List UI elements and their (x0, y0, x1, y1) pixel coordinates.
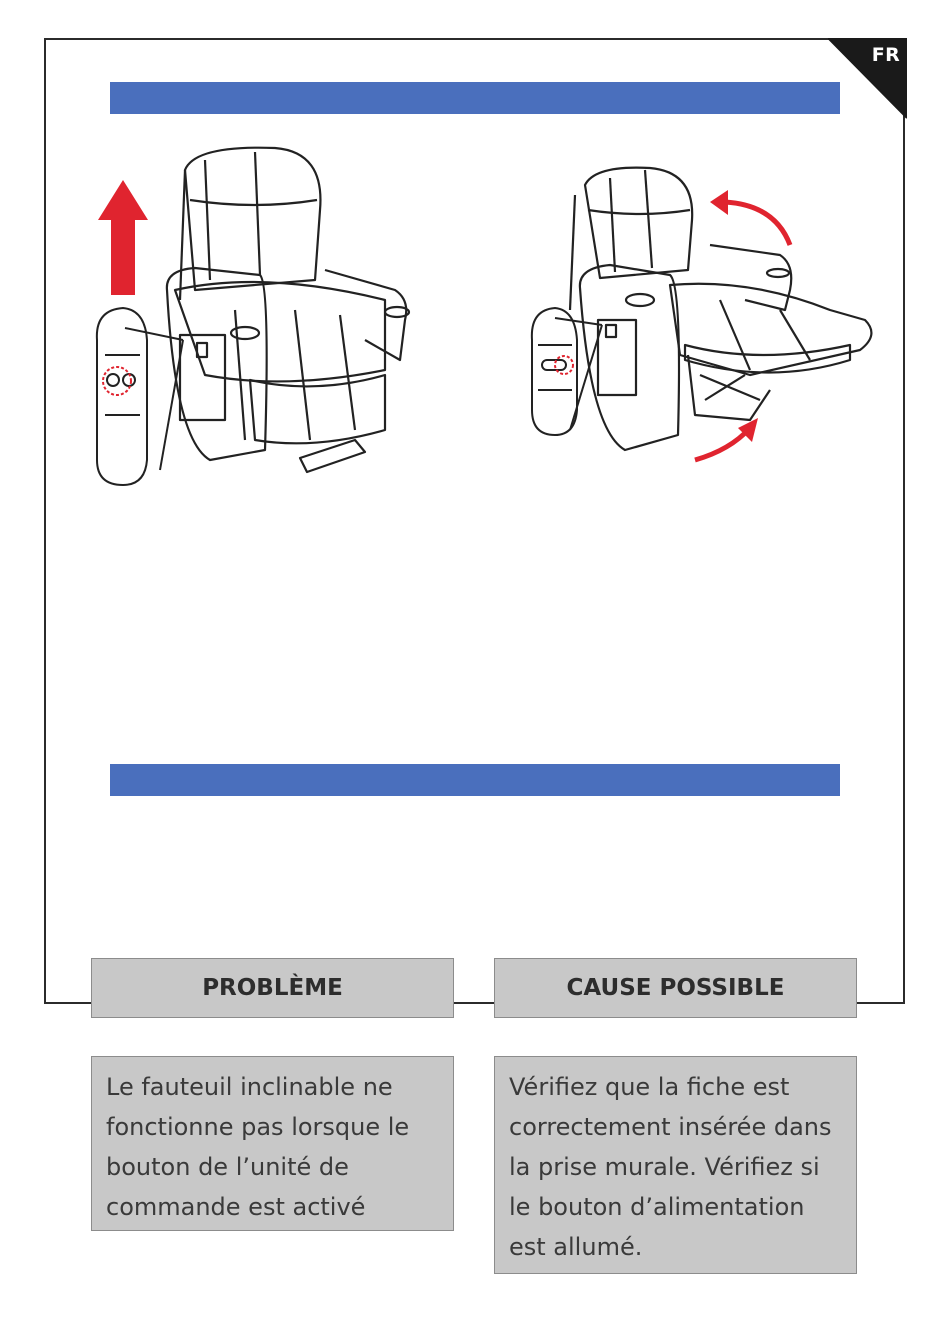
problem-text: Le fauteuil inclinable ne fonctionne pas lorsque le bouton de l’unité de commande est activé (106, 1073, 410, 1221)
cause-header (494, 958, 857, 1018)
problem-header (91, 958, 454, 1018)
cause-text: Vérifiez que la fiche est correctement insérée dans la prise murale. Vérifiez si le bouton d’alimentation est allumé. (509, 1073, 832, 1261)
language-tag: FR (871, 44, 901, 66)
cause-header-label: CAUSE POSSIBLE (566, 975, 785, 1001)
reclining-chair-illustration (520, 160, 890, 470)
section-bar-middle (110, 764, 840, 796)
cause-cell (494, 1056, 857, 1274)
problem-header-label: PROBLÈME (202, 975, 343, 1001)
section-bar-top (110, 82, 840, 114)
problem-cell (91, 1056, 454, 1231)
lift-chair-illustration (85, 140, 435, 490)
